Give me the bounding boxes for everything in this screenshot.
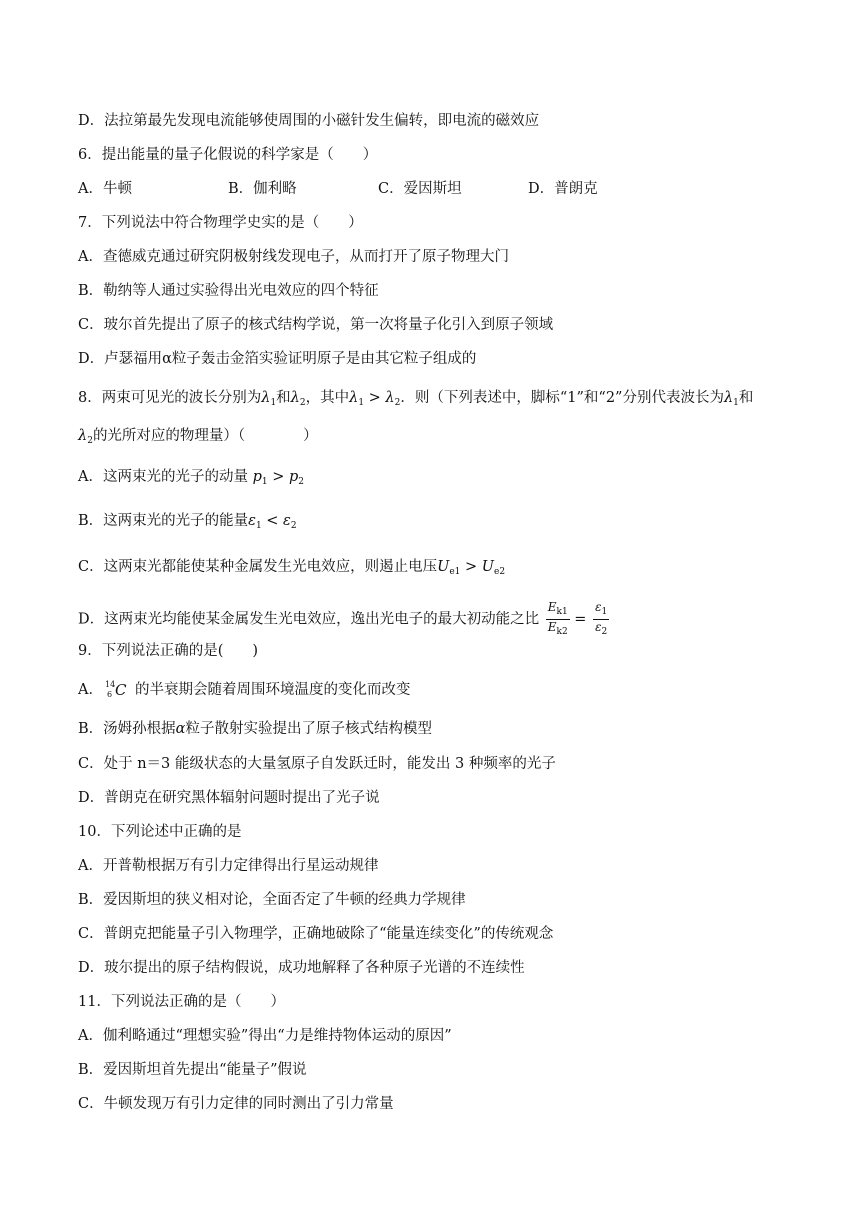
q5-option-d: D．法拉第最先发现电流能够使周围的小磁针发生偏转，即电流的磁效应 (78, 113, 540, 129)
q11-option-c: C．牛顿发现万有引力定律的同时测出了引力常量 (78, 1096, 394, 1112)
voltage-symbol: U (481, 559, 494, 575)
q8-option-a (78, 467, 304, 492)
q8-option-d (78, 600, 609, 639)
option-text: C．这两束光都能使某种金属发生光电效应，则遏止电压 (78, 559, 438, 575)
q9-option-c: C．处于 n＝3 能级状态的大量氢原子自发跃迁时，能发出 3 种频率的光子 (78, 756, 556, 772)
q10-option-c: C．普朗克把能量子引入物理学，正确地破除了“能量连续变化”的传统观念 (78, 926, 554, 942)
energy-symbol: ε (283, 513, 291, 529)
q9-option-a (78, 680, 410, 700)
kinetic-energy-ratio (546, 600, 570, 639)
lambda-symbol: λ (78, 428, 88, 444)
subscript: 1 (601, 607, 608, 617)
q6-option-c: C．爱因斯坦 (378, 181, 462, 197)
lambda-symbol: λ (290, 390, 300, 406)
subscript: 2 (290, 521, 297, 531)
q8-text: 8．两束可见光的波长分别为 (78, 390, 262, 406)
lambda-symbol: λ (261, 390, 271, 406)
q6-option-a: A．牛顿 (78, 181, 132, 197)
q8-text: 的光所对应的物理量）（ ） (92, 428, 318, 444)
q11-option-b: B．爱因斯坦首先提出“能量子”假说 (78, 1062, 307, 1078)
q9-option-b (78, 719, 432, 739)
question-9: 9．下列说法正确的是( ) (78, 643, 259, 659)
energy-symbol: E (547, 600, 557, 614)
q7-option-d: D．卢瑟福用α粒子轰击金箔实验证明原子是由其它粒子组成的 (78, 351, 477, 367)
option-text: A．这两束光的光子的动量 (78, 469, 253, 485)
q6-option-d: D．普朗克 (528, 181, 598, 197)
subscript: 2 (601, 627, 608, 637)
subscript: k1 (556, 607, 568, 617)
option-text: A． (78, 682, 103, 698)
element-symbol: C (114, 681, 127, 699)
comparison-symbol: > (460, 559, 482, 575)
question-7: 7．下列说法中符合物理学史实的是（ ） (78, 215, 363, 231)
option-text: B．汤姆孙根据 (78, 721, 176, 737)
mass-number: 14 (104, 680, 116, 689)
energy-symbol: ε (595, 600, 602, 614)
subscript: 1 (358, 398, 365, 408)
option-text: 粒子散射实验提出了原子核式结构模型 (185, 721, 432, 737)
subscript: 2 (298, 477, 305, 487)
question-10: 10．下列论述中正确的是 (78, 824, 242, 840)
energy-symbol: ε (248, 513, 256, 529)
q9-option-d: D．普朗克在研究黑体辐射问题时提出了光子说 (78, 790, 380, 806)
q7-option-a: A．查德威克通过研究阴极射线发现电子，从而打开了原子物理大门 (78, 249, 509, 265)
lambda-symbol: λ (385, 390, 395, 406)
q8-text: 和 (738, 390, 754, 406)
comparison-symbol: > (364, 390, 386, 406)
q10-option-d: D．玻尔提出的原子结构假说，成功地解释了各种原子光谱的不连续性 (78, 960, 525, 976)
q7-option-b: B．勒纳等人通过实验得出光电效应的四个特征 (78, 283, 379, 299)
subscript: e2 (494, 567, 506, 577)
atomic-number: 6 (106, 690, 113, 699)
subscript: 1 (270, 398, 277, 408)
q6-option-b: B．伽利略 (228, 181, 297, 197)
subscript: 2 (299, 398, 306, 408)
q10-option-b: B．爱因斯坦的狭义相对论，全面否定了牛顿的经典力学规律 (78, 892, 466, 908)
subscript: e1 (449, 567, 461, 577)
momentum-symbol: p (252, 469, 262, 485)
lambda-symbol: λ (723, 390, 734, 406)
q8-text: 和 (276, 390, 291, 406)
subscript: 2 (394, 398, 401, 408)
question-8-line-2 (78, 426, 318, 451)
q8-option-b (78, 511, 297, 536)
question-6: 6．提出能量的量子化假说的科学家是（ ） (78, 147, 378, 163)
question-8-line-1 (78, 388, 753, 413)
q10-option-a: A．开普勒根据万有引力定律得出行星运动规律 (78, 858, 379, 874)
momentum-symbol: p (289, 469, 299, 485)
option-text: 的半衰期会随着周围环境温度的变化而改变 (134, 682, 411, 698)
subscript: 1 (255, 521, 262, 531)
q8-option-c (78, 557, 505, 582)
subscript: 2 (87, 436, 93, 446)
comparison-symbol: > (267, 469, 289, 485)
option-text: D．这两束光均能使某金属发生光电效应，逸出光电子的最大初动能之比 (78, 611, 540, 628)
q7-option-c: C．玻尔首先提出了原子的核式结构学说，第一次将量子化引入到原子领域 (78, 317, 554, 333)
comparison-symbol: < (261, 513, 284, 529)
subscript: k2 (556, 627, 568, 637)
carbon-14-nuclide (103, 680, 129, 700)
photon-energy-ratio (593, 600, 609, 639)
energy-symbol: E (547, 620, 557, 634)
q8-text: ．则（下列表述中，脚标“1”和“2”分别代表波长为 (400, 390, 724, 406)
lambda-symbol: λ (349, 390, 359, 406)
energy-symbol: ε (595, 620, 602, 634)
subscript: 1 (261, 477, 268, 487)
q8-text: ，其中 (305, 390, 350, 406)
voltage-symbol: U (437, 559, 450, 575)
q11-option-a: A．伽利略通过“理想实验”得出“力是维持物体运动的原因” (78, 1028, 452, 1044)
question-11: 11．下列说法正确的是（ ） (78, 994, 285, 1010)
equals-symbol: = (574, 611, 587, 628)
subscript: 1 (733, 398, 739, 408)
alpha-symbol: α (175, 721, 186, 737)
option-text: B．这两束光的光子的能量 (78, 513, 249, 529)
